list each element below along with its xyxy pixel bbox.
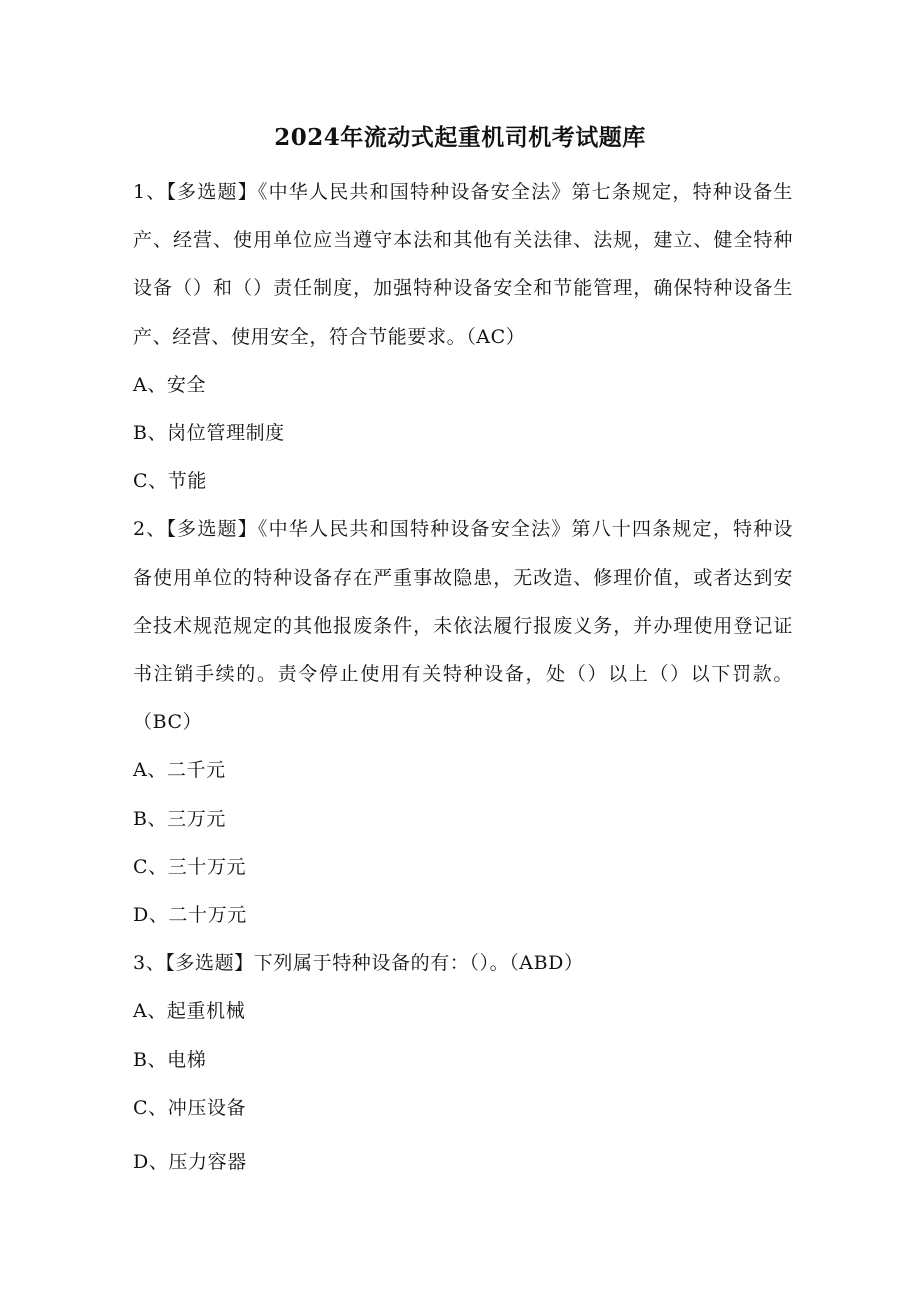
option-c: C、三十万元 bbox=[133, 855, 247, 878]
option-a: A、二千元 bbox=[133, 759, 226, 782]
option-b: B、电梯 bbox=[133, 1048, 207, 1071]
question-text: 3、【多选题】下列属于特种设备的有：（）。（ABD） bbox=[133, 952, 584, 975]
option-d: D、压力容器 bbox=[133, 1151, 247, 1174]
option-c: C、节能 bbox=[133, 470, 207, 493]
option-b: B、三万元 bbox=[133, 807, 226, 830]
option-d: D、二十万元 bbox=[133, 904, 247, 927]
document-title: 2024年流动式起重机司机考试题库 bbox=[274, 124, 646, 151]
question-2 bbox=[133, 505, 793, 939]
option-c: C、冲压设备 bbox=[133, 1096, 247, 1119]
question-list bbox=[133, 168, 793, 1186]
option-b: B、岗位管理制度 bbox=[133, 422, 285, 445]
option-a: A、起重机械 bbox=[133, 1000, 246, 1023]
question-1 bbox=[133, 168, 793, 505]
question-text: 1、【多选题】《中华人民共和国特种设备安全法》第七条规定，特种设备生产、经营、使用单位应当遵守本法和其他有关法律、法规，建立、健全特种设备（）和（）责任制度，加强特种设备安全和节能管理，确保特种设备生产、经营、使用安全，符合节能要求。（AC） bbox=[133, 181, 793, 348]
question-3 bbox=[133, 939, 793, 1186]
option-a: A、安全 bbox=[133, 373, 207, 396]
question-text: 2、【多选题】《中华人民共和国特种设备安全法》第八十四条规定，特种设备使用单位的特种设备存在严重事故隐患，无改造、修理价值，或者达到安全技术规范规定的其他报废条件，未依法履行报废义务，并办理使用登记证书注销手续的。责令停止使用有关特种设备，处（）以上（）以下罚款。（BC） bbox=[133, 518, 793, 734]
